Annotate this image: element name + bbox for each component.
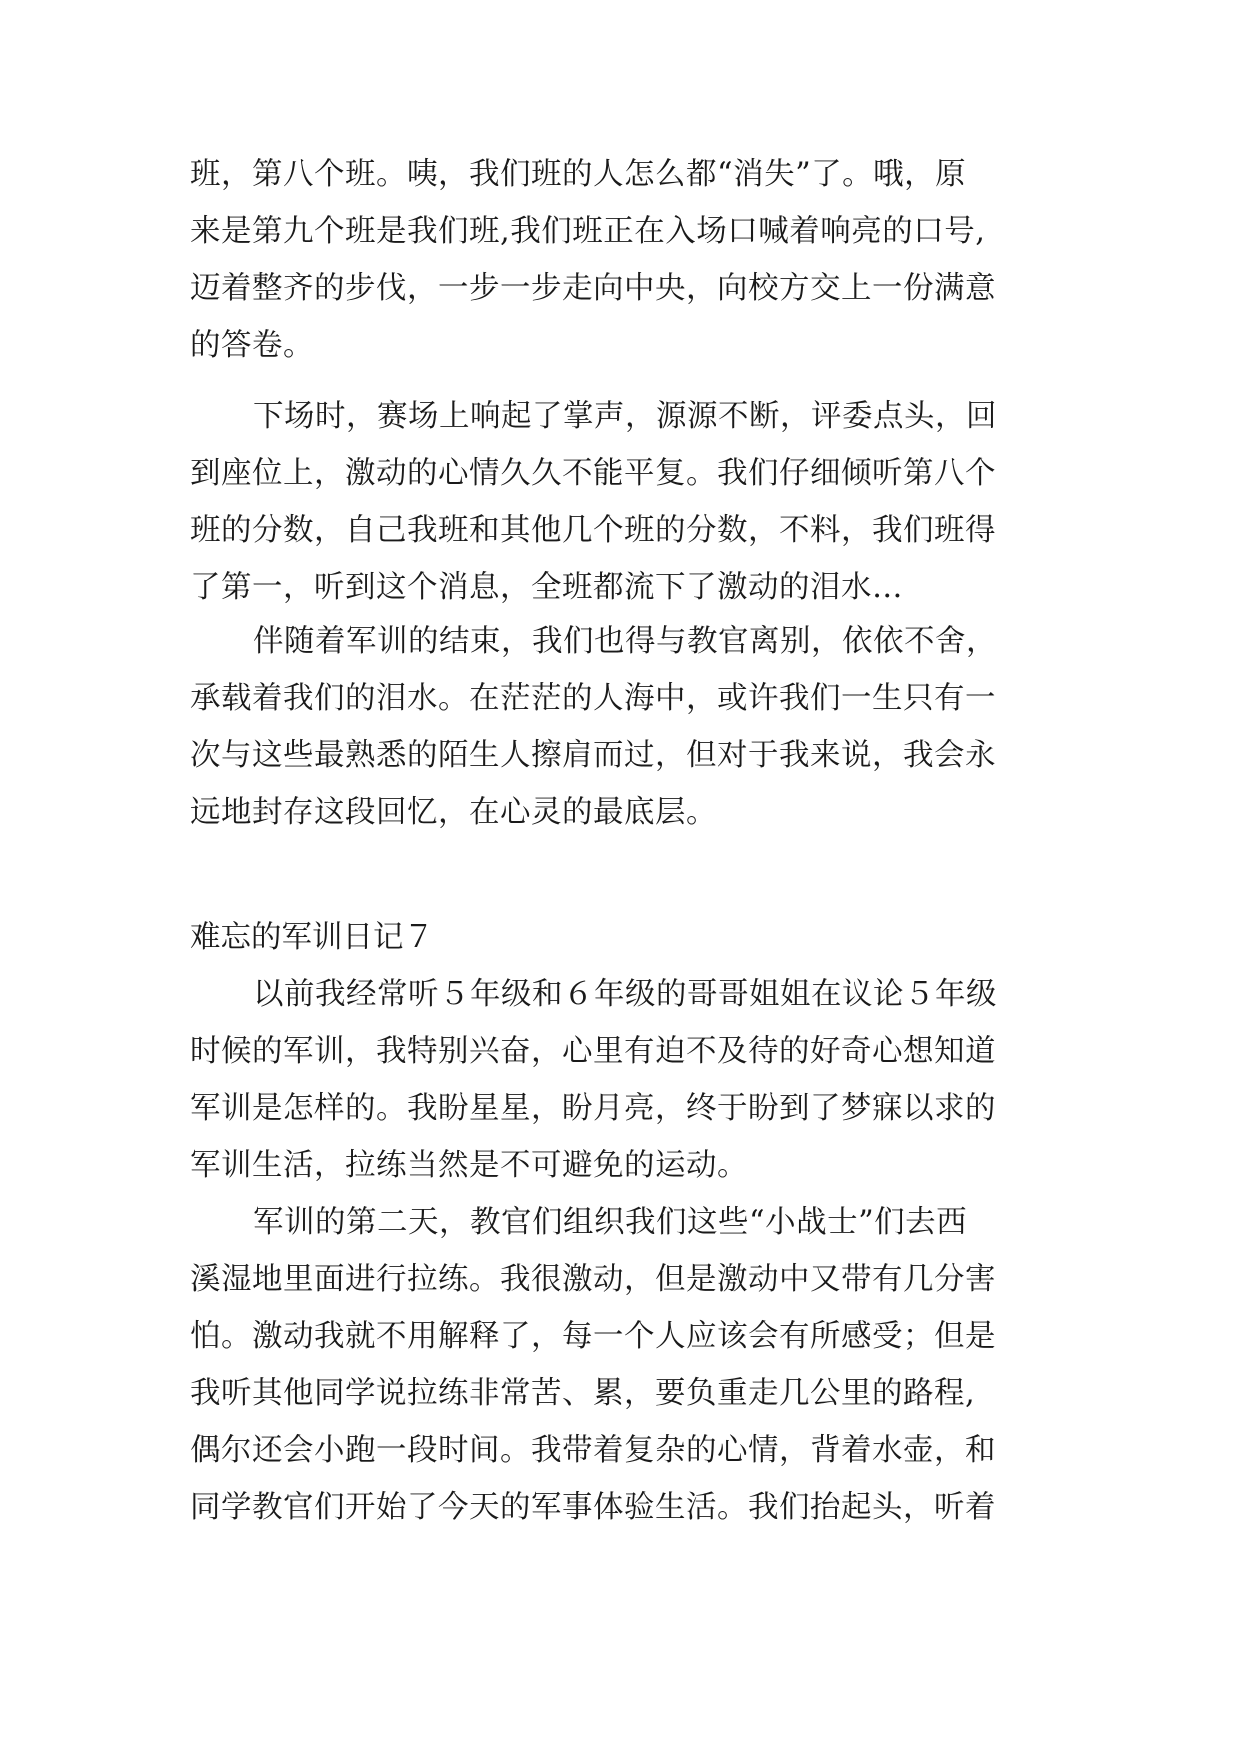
paragraph-line: 承载着我们的泪水。在茫茫的人海中，或许我们一生只有一 bbox=[190, 681, 996, 716]
paragraph-line: 班的分数，自己我班和其他几个班的分数，不料，我们班得 bbox=[190, 513, 996, 548]
paragraph-line: 军训的第二天，教官们组织我们这些“小战士”们去西 bbox=[253, 1205, 968, 1240]
paragraph-line: 军训生活，拉练当然是不可避免的运动。 bbox=[190, 1148, 748, 1183]
paragraph-line: 溪湿地里面进行拉练。我很激动，但是激动中又带有几分害 bbox=[190, 1262, 996, 1297]
paragraph-line: 下场时，赛场上响起了掌声，源源不断，评委点头，回 bbox=[253, 399, 997, 434]
paragraph-line: 来是第九个班是我们班,我们班正在入场口喊着响亮的口号, bbox=[190, 214, 986, 249]
paragraph-line: 伴随着军训的结束，我们也得与教官离别，依依不舍， bbox=[253, 624, 997, 659]
paragraph-line: 的答卷。 bbox=[190, 328, 314, 363]
paragraph-line: 迈着整齐的步伐，一步一步走向中央，向校方交上一份满意 bbox=[190, 271, 996, 306]
paragraph-line: 时候的军训，我特别兴奋，心里有迫不及待的好奇心想知道 bbox=[190, 1034, 996, 1069]
paragraph-line: 班，第八个班。咦，我们班的人怎么都“消失”了。哦，原 bbox=[190, 157, 967, 192]
paragraph-line: 我听其他同学说拉练非常苦、累，要负重走几公里的路程, bbox=[190, 1376, 976, 1411]
paragraph-line: 偶尔还会小跑一段时间。我带着复杂的心情，背着水壶，和 bbox=[190, 1433, 996, 1468]
paragraph-line: 同学教官们开始了今天的军事体验生活。我们抬起头，听着 bbox=[190, 1490, 996, 1525]
paragraph-line: 次与这些最熟悉的陌生人擦肩而过，但对于我来说，我会永 bbox=[190, 738, 996, 773]
section-heading: 难忘的军训日记７ bbox=[190, 920, 434, 955]
paragraph-line: 军训是怎样的。我盼星星，盼月亮，终于盼到了梦寐以求的 bbox=[190, 1091, 996, 1126]
paragraph-line: 到座位上，激动的心情久久不能平复。我们仔细倾听第八个 bbox=[190, 456, 996, 491]
paragraph-line: 远地封存这段回忆，在心灵的最底层。 bbox=[190, 795, 717, 830]
paragraph-line: 了第一，听到这个消息，全班都流下了激动的泪水… bbox=[190, 570, 903, 605]
paragraph-line: 怕。激动我就不用解释了，每一个人应该会有所感受；但是 bbox=[190, 1319, 996, 1354]
paragraph-line: 以前我经常听５年级和６年级的哥哥姐姐在议论５年级 bbox=[253, 977, 997, 1012]
